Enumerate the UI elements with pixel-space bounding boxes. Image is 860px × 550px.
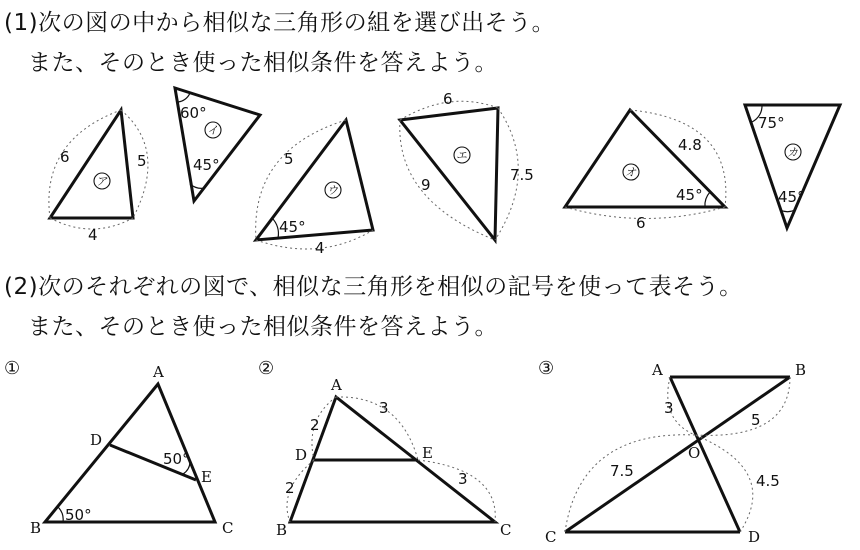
triangle-o-angle: 45° <box>676 186 703 204</box>
figure-2-length-ec: 3 <box>458 470 468 488</box>
figure-1-point-c: C <box>222 519 234 537</box>
figure-2-length-ad: 2 <box>310 416 320 434</box>
triangle-u-angle: 45° <box>279 218 306 236</box>
question-1-title: (1)次の図の中から相似な三角形の組を選び出そう。 <box>4 10 556 36</box>
figure-3-length-ao: 3 <box>664 399 674 417</box>
figure-2-number: ② <box>258 358 275 379</box>
triangle-ka-angle-bottom: 45° <box>778 188 805 206</box>
triangle-e <box>400 90 534 240</box>
question-2-instruction: また、そのとき使った相似条件を答えよう。 <box>28 314 498 340</box>
figure-2-point-c: C <box>500 521 512 539</box>
triangle-u-label: ウ <box>327 184 338 197</box>
figure-3 <box>538 358 806 546</box>
figure-1-point-a: A <box>153 363 164 381</box>
figure-2-length-db: 2 <box>285 479 295 497</box>
figure-1-point-b: B <box>30 519 42 537</box>
triangle-e-side-right: 7.5 <box>510 166 534 184</box>
triangle-e-label: エ <box>456 149 467 162</box>
triangle-i-angle-top: 60° <box>180 104 207 122</box>
figure-3-point-c: C <box>545 528 557 546</box>
triangle-e-side-top: 6 <box>443 90 453 108</box>
figure-2-point-b: B <box>276 521 288 539</box>
triangle-a-side-left: 6 <box>60 148 70 166</box>
triangle-a-side-bottom: 4 <box>88 226 98 244</box>
figure-2-point-e: E <box>422 444 433 462</box>
triangle-o-label: オ <box>625 166 636 179</box>
triangle-e-side-left: 9 <box>421 176 431 194</box>
figure-1-point-e: E <box>201 468 212 486</box>
figure-2 <box>258 358 511 539</box>
triangle-ka <box>745 105 840 228</box>
figure-1-angle-e: 50° <box>163 450 190 468</box>
figure-3-length-co: 7.5 <box>610 462 634 480</box>
triangle-o-side-bottom: 6 <box>636 214 646 232</box>
triangle-ka-angle-top: 75° <box>758 114 785 132</box>
triangle-u-side-left: 5 <box>284 150 294 168</box>
triangle-i <box>175 88 260 201</box>
triangle-a-label: ア <box>96 175 107 188</box>
figure-3-number: ③ <box>538 358 555 379</box>
figure-1 <box>4 358 233 537</box>
figure-3-point-b: B <box>795 361 807 379</box>
triangle-u <box>256 120 373 257</box>
triangle-i-angle-bottom: 45° <box>193 156 220 174</box>
figure-3-point-d: D <box>748 528 761 546</box>
question-2-title: (2)次のそれぞれの図で、相似な三角形を相似の記号を使って表そう。 <box>4 274 743 300</box>
figure-2-point-d: D <box>295 446 308 464</box>
triangle-a-side-right: 5 <box>137 152 147 170</box>
figure-3-length-do: 4.5 <box>756 472 780 490</box>
triangle-u-side-bottom: 4 <box>315 239 325 257</box>
figure-1-point-d: D <box>90 431 103 449</box>
figure-3-point-a: A <box>652 361 663 379</box>
figure-3-point-o: O <box>688 444 701 462</box>
figure-3-length-bo: 5 <box>751 411 761 429</box>
triangle-i-label: イ <box>207 124 218 137</box>
triangle-a <box>49 110 148 244</box>
figure-1-angle-b: 50° <box>65 506 92 524</box>
triangle-o <box>565 110 726 232</box>
triangle-o-side-right: 4.8 <box>678 136 702 154</box>
figure-2-length-ae: 3 <box>379 399 389 417</box>
triangle-ka-label: カ <box>787 146 798 159</box>
figure-2-point-a: A <box>331 376 342 394</box>
question-1-instruction: また、そのとき使った相似条件を答えよう。 <box>28 50 498 76</box>
figure-1-number: ① <box>4 358 21 379</box>
